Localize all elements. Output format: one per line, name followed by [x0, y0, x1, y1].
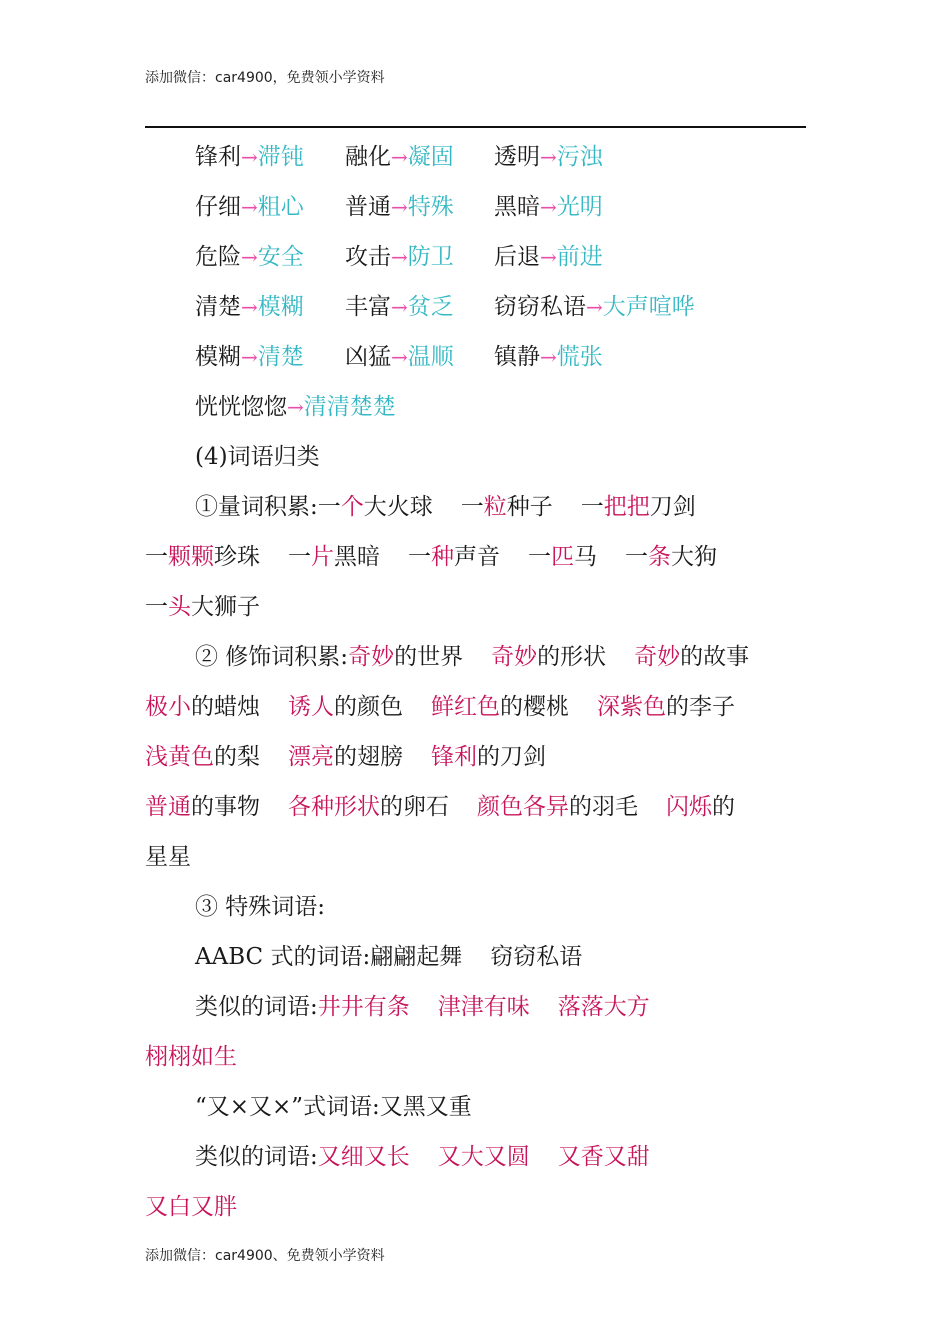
word: 模糊	[195, 344, 241, 370]
modifier-line	[145, 682, 815, 732]
header-divider	[145, 126, 806, 128]
measure-word-line	[145, 482, 815, 532]
youyou-line: “又×又×”式词语:又黑又重	[195, 1094, 472, 1120]
antonym: 贫乏	[407, 294, 454, 320]
antonym: 污浊	[556, 144, 603, 170]
arrow-icon: →	[287, 395, 304, 419]
word: 攻击	[345, 244, 391, 270]
arrow-icon: →	[391, 245, 408, 269]
antonym: 粗心	[257, 194, 304, 220]
arrow-icon: →	[241, 195, 258, 219]
measure-label: ①量词积累:	[195, 494, 318, 520]
word: 仔细	[195, 194, 241, 220]
phrase: 诱人的颜色	[288, 694, 403, 720]
arrow-icon: →	[241, 145, 258, 169]
antonym: 清清楚楚	[303, 394, 396, 420]
word: 凶猛	[345, 344, 391, 370]
arrow-icon: →	[241, 245, 258, 269]
arrow-icon: →	[391, 295, 408, 319]
modifier-line	[145, 832, 815, 882]
phrase: 一条大狗	[625, 544, 717, 570]
special-label: ③ 特殊词语:	[195, 894, 326, 920]
antonym: 滞钝	[257, 144, 304, 170]
measure-word-line	[145, 582, 815, 632]
phrase: 锋利的刀剑	[431, 744, 546, 770]
arrow-icon: →	[586, 295, 603, 319]
antonym-row	[145, 132, 815, 182]
phrase: 星星	[145, 844, 191, 870]
phrase: 一片黑暗	[288, 544, 380, 570]
phrase: 一头大狮子	[145, 594, 260, 620]
antonym: 凝固	[407, 144, 454, 170]
phrase: 浅黄色的梨	[145, 744, 260, 770]
phrase: 各种形状的卵石	[288, 794, 449, 820]
similar-line: 类似的词语:井井有条 津津有味 落落大方	[195, 994, 650, 1020]
arrow-icon: →	[391, 195, 408, 219]
modifier-label: ② 修饰词积累:	[195, 644, 349, 670]
arrow-icon: →	[540, 195, 557, 219]
antonym: 温顺	[407, 344, 454, 370]
arrow-icon: →	[241, 295, 258, 319]
phrase: 极小的蜡烛	[145, 694, 260, 720]
phrase: 一把把刀剑	[580, 494, 696, 520]
phrase: 普通的事物	[145, 794, 260, 820]
word: 后退	[494, 244, 540, 270]
arrow-icon: →	[391, 145, 408, 169]
antonym: 大声喧哗	[602, 294, 695, 320]
section-title: (4)词语归类	[195, 444, 320, 470]
antonym-row	[145, 282, 815, 332]
antonym: 前进	[556, 244, 603, 270]
arrow-icon: →	[391, 345, 408, 369]
phrase: 奇妙的世界	[348, 644, 464, 670]
phrase: 漂亮的翅膀	[288, 744, 403, 770]
page-footer: 添加微信：car4900、免费领小学资料	[145, 1248, 385, 1264]
phrase: 奇妙的故事	[634, 644, 750, 670]
phrase: 一种声音	[408, 544, 500, 570]
word: 锋利	[195, 144, 241, 170]
phrase: 一匹马	[528, 544, 597, 570]
word: 融化	[345, 144, 391, 170]
word: 危险	[195, 244, 241, 270]
aabc-line: AABC 式的词语:翩翩起舞 窃窃私语	[195, 944, 583, 970]
antonym: 特殊	[407, 194, 454, 220]
arrow-icon: →	[540, 145, 557, 169]
phrase: 一粒种子	[460, 494, 553, 520]
arrow-icon: →	[540, 345, 557, 369]
phrase: 奇妙的形状	[491, 644, 607, 670]
antonym: 清楚	[257, 344, 304, 370]
word: 恍恍惚惚	[195, 394, 287, 420]
page-header: 添加微信：car4900，免费领小学资料	[145, 70, 385, 86]
antonym: 防卫	[407, 244, 454, 270]
phrase: 一个大火球	[317, 494, 433, 520]
word: 镇静	[494, 344, 540, 370]
word: 清楚	[195, 294, 241, 320]
document-body	[145, 132, 815, 1232]
antonym: 安全	[257, 244, 304, 270]
antonym-row	[145, 332, 815, 382]
antonym: 模糊	[257, 294, 304, 320]
phrase: 颜色各异的羽毛	[477, 794, 638, 820]
phrase: 深紫色的李子	[597, 694, 735, 720]
antonym: 慌张	[556, 344, 603, 370]
modifier-line	[145, 782, 815, 832]
similar-line: 类似的词语:又细又长 又大又圆 又香又甜	[195, 1144, 650, 1170]
arrow-icon: →	[241, 345, 258, 369]
antonym-row	[145, 232, 815, 282]
modifier-line	[145, 732, 815, 782]
word: 丰富	[345, 294, 391, 320]
antonym-row	[145, 382, 815, 432]
phrase: 闪烁的	[666, 794, 735, 820]
antonym: 光明	[556, 194, 603, 220]
modifier-line	[145, 632, 815, 682]
measure-word-line	[145, 532, 815, 582]
phrase: 一颗颗珍珠	[145, 544, 260, 570]
antonym-row	[145, 182, 815, 232]
word: 窃窃私语	[494, 294, 586, 320]
word: 黑暗	[494, 194, 540, 220]
word: 透明	[494, 144, 540, 170]
arrow-icon: →	[540, 245, 557, 269]
similar-line-cont: 又白又胖	[145, 1194, 237, 1220]
similar-line-cont: 栩栩如生	[145, 1044, 237, 1070]
word: 普通	[345, 194, 391, 220]
phrase: 鲜红色的樱桃	[431, 694, 569, 720]
